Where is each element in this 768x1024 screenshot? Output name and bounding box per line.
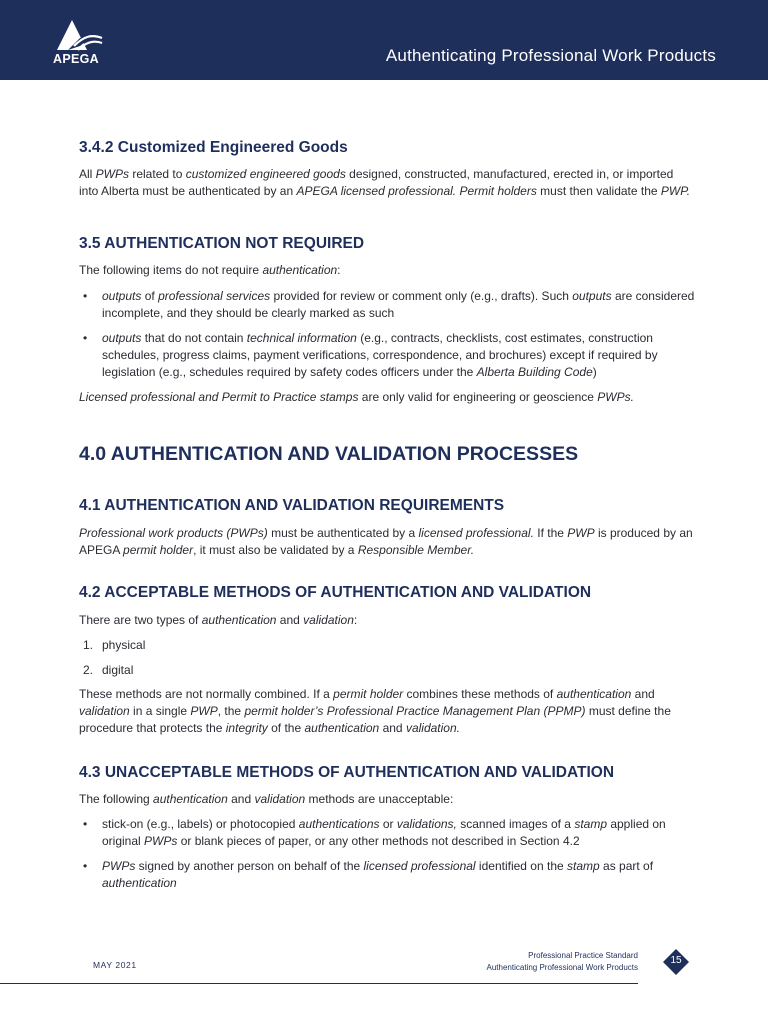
bullet-list-3-5	[79, 288, 695, 389]
list-item	[79, 816, 695, 850]
list-item-text: stick-on (e.g., labels) or photocopied authentications or validations, scanned images of a stamp applied on original PWPs or blank pieces of paper, or any other methods not described in Section 4.2	[102, 817, 666, 848]
paragraph-3-4-2: All PWPs related to customized engineered goods designed, constructed, manufactured, erected in, or imported into Alberta must be authenticated by an APEGA licensed professional. Permit holders must then validate the PWP.	[79, 167, 691, 198]
paragraph-4-1: Professional work products (PWPs) must be authenticated by a licensed professional. If the PWP is produced by an APEGA permit holder, it must also be validated by a Responsible Member.	[79, 526, 693, 557]
page-number: 15	[670, 955, 682, 966]
heading-4-0: 4.0 AUTHENTICATION AND VALIDATION PROCESSES	[79, 443, 579, 465]
list-item	[79, 330, 695, 381]
footer-date: MAY 2021	[93, 960, 137, 970]
bullet-glyph: •	[83, 289, 88, 303]
list-item	[79, 858, 659, 892]
list-item-text: physical	[102, 638, 146, 652]
list-item-text: outputs that do not contain technical information (e.g., contracts, checklists, cost estimates, construction schedules, progress claims, payment verifications, correspondence, and brochures) except if required by legislation (e.g., schedules required by safety codes officers under the Alberta Building Code)	[102, 331, 658, 379]
list-item	[79, 288, 695, 322]
list-item-text: outputs of professional services provided for review or comment only (e.g., drafts). Such outputs are considered incomplete, and they should be clearly marked as such	[102, 289, 695, 320]
intro-3-5: The following items do not require authentication:	[79, 263, 341, 277]
numbered-list-4-2	[79, 637, 695, 687]
heading-3-5: 3.5 AUTHENTICATION NOT REQUIRED	[79, 235, 365, 252]
heading-4-3: 4.3 UNACCEPTABLE METHODS OF AUTHENTICATION AND VALIDATION	[79, 764, 615, 781]
list-item	[79, 662, 695, 679]
bullet-glyph: •	[83, 817, 88, 831]
intro-4-2: There are two types of authentication and validation:	[79, 613, 358, 627]
heading-4-1: 4.1 AUTHENTICATION AND VALIDATION REQUIREMENTS	[79, 497, 505, 514]
footer-document-info	[487, 950, 638, 974]
bullet-glyph: •	[83, 859, 88, 873]
footer-line-2: Authenticating Professional Work Products	[486, 963, 638, 972]
apega-logo-text: APEGA	[53, 52, 99, 66]
heading-4-2: 4.2 ACCEPTABLE METHODS OF AUTHENTICATION AND VALIDATION	[79, 584, 592, 601]
bullet-glyph: •	[83, 331, 88, 345]
paragraph-4-2: These methods are not normally combined. If a permit holder combines these methods of authentication and validation in a single PWP, the permit holder’s Professional Practice Management Plan (PPMP) must define the procedure that protects the integrity of the authentication and validation.	[79, 687, 671, 735]
closing-3-5: Licensed professional and Permit to Practice stamps are only valid for engineering or geoscience PWPs.	[79, 390, 634, 404]
header-title: Authenticating Professional Work Products	[385, 46, 716, 65]
page-header	[0, 0, 768, 80]
footer-divider	[0, 983, 638, 984]
list-item-text: digital	[102, 663, 134, 677]
list-number: 2.	[83, 663, 94, 677]
list-item-text: PWPs signed by another person on behalf of the licensed professional identified on the stamp as part of authentication	[102, 859, 654, 890]
intro-4-3: The following authentication and validation methods are unacceptable:	[79, 792, 454, 806]
heading-3-4-2: 3.4.2 Customized Engineered Goods	[79, 139, 348, 156]
list-number: 1.	[83, 638, 94, 652]
list-item	[79, 637, 695, 654]
footer-line-1: Professional Practice Standard	[528, 951, 638, 960]
bullet-list-4-3	[79, 816, 695, 900]
